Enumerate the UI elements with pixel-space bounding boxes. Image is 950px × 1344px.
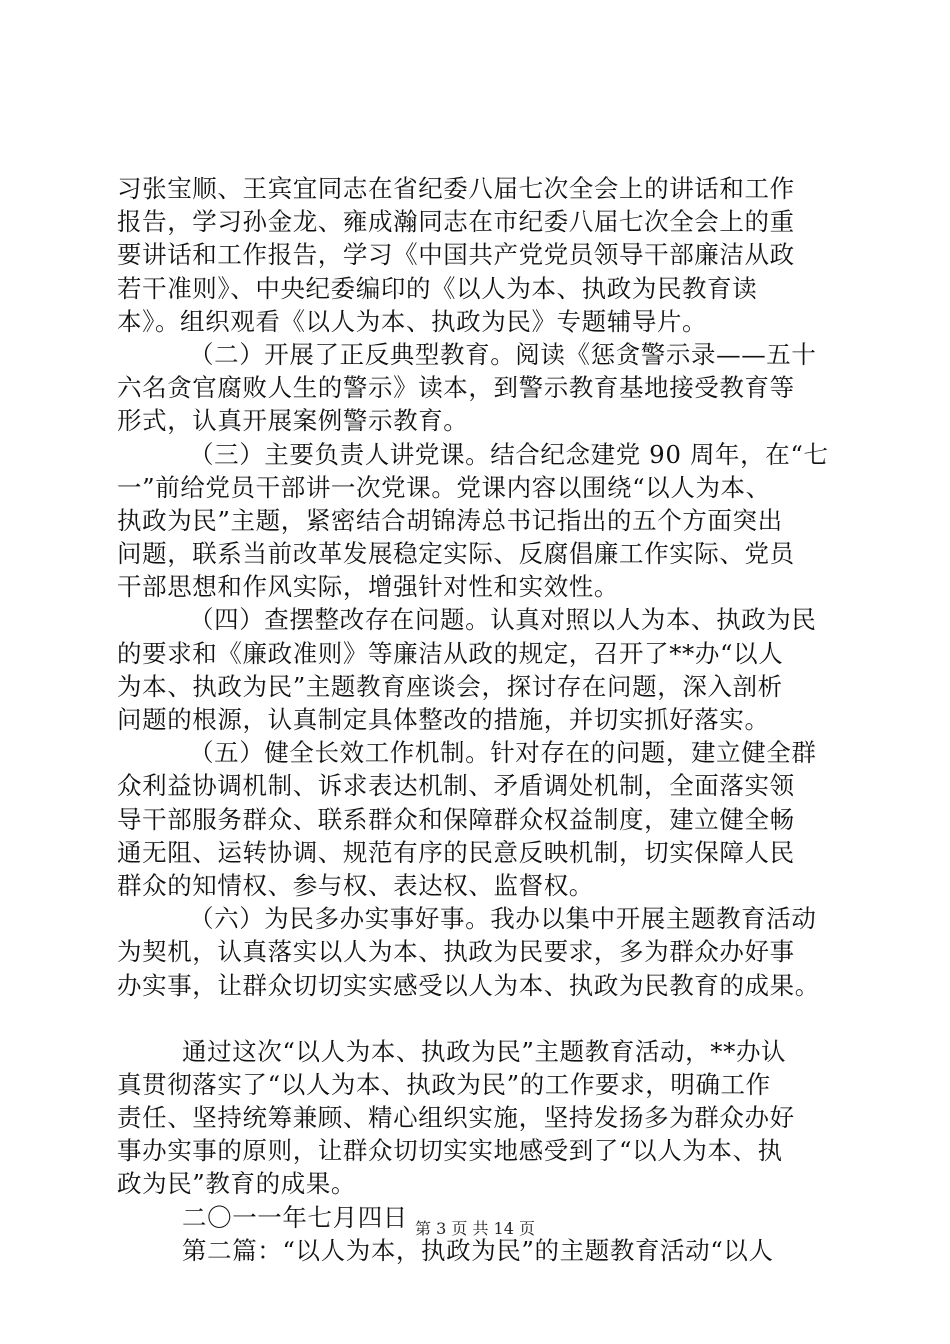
text-line: 责任、坚持统筹兼顾、精心组织实施，坚持发扬多为群众办好 — [117, 1103, 795, 1133]
text-line: 要讲话和工作报告，学习《中国共产党党员领导干部廉洁从政 — [117, 240, 795, 270]
text-line: 导干部服务群众、联系群众和保障群众权益制度，建立健全畅 — [117, 804, 795, 834]
text-line: 习张宝顺、王宾宜同志在省纪委八届七次全会上的讲话和工作 — [117, 174, 795, 203]
text-line: 本》。组织观看《以人为本、执政为民》专题辅导片。 — [117, 306, 708, 336]
text-line: 通无阻、运转协调、规范有序的民意反映机制，切实保障人民 — [117, 837, 795, 867]
text-line: （六）为民多办实事好事。我办以集中开展主题教育活动 — [189, 904, 817, 934]
document-body — [117, 172, 837, 1267]
text-line: 第二篇：“以人为本，执政为民”的主题教育活动“以人 — [182, 1235, 774, 1265]
text-line: 事办实事的原则，让群众切切实实地感受到了“以人为本、执 — [117, 1136, 783, 1166]
text-line: 问题，联系当前改革发展稳定实际、反腐倡廉工作实际、党员 — [117, 539, 795, 569]
text-line: 为本、执政为民”主题教育座谈会，探讨存在问题，深入剖析 — [117, 671, 783, 701]
date-line: 二〇一一年七月四日 — [182, 1202, 408, 1232]
paragraph-section-2 — [117, 338, 837, 438]
text-line: 真贯彻落实了“以人为本、执政为民”的工作要求，明确工作 — [117, 1069, 771, 1099]
paragraph-conclusion — [117, 1035, 837, 1201]
paragraph-section-3 — [117, 438, 837, 604]
text-line: 报告，学习孙金龙、雍成瀚同志在市纪委八届七次全会上的重 — [117, 207, 795, 237]
text-line: 若干准则》、中央纪委编印的《以人为本、执政为民教育读 — [117, 273, 758, 303]
paragraph-section-4 — [117, 603, 837, 736]
text-line: 形式，认真开展案例警示教育。 — [117, 406, 469, 436]
text-line: 为契机，认真落实以人为本、执政为民要求，多为群众办好事 — [117, 937, 795, 967]
text-line: （二）开展了正反典型教育。阅读《惩贪警示录——五十 — [189, 339, 817, 369]
text-line: 的要求和《廉政准则》等廉洁从政的规定，召开了**办“以人 — [117, 638, 784, 668]
paragraph-section-5 — [117, 736, 837, 902]
page-footer: 第 3 页 共 14 页 — [415, 1219, 535, 1238]
text-line: 一”前给党员干部讲一次党课。党课内容以围绕“以人为本、 — [117, 472, 771, 502]
text-line: 问题的根源，认真制定具体整改的措施，并切实抓好落实。 — [117, 705, 770, 734]
text-line: 六名贪官腐败人生的警示》读本，到警示教育基地接受教育等 — [117, 373, 795, 403]
paragraph-study — [117, 172, 837, 338]
text-line: 群众的知情权、参与权、表达权、监督权。 — [117, 870, 594, 900]
text-line: （四）查摆整改存在问题。认真对照以人为本、执政为民 — [189, 605, 817, 635]
paragraph-gap — [117, 1002, 837, 1035]
text-line: 众利益协调机制、诉求表达机制、矛盾调处机制，全面落实领 — [117, 771, 795, 801]
text-line: 政为民”教育的成果。 — [117, 1169, 357, 1199]
text-line: 通过这次“以人为本、执政为民”主题教育活动，**办认 — [182, 1036, 787, 1066]
text-line: 执政为民”主题，紧密结合胡锦涛总书记指出的五个方面突出 — [117, 505, 783, 535]
text-line: 办实事，让群众切切实实感受以人为本、执政为民教育的成果。 — [117, 970, 820, 1000]
text-line: （五）健全长效工作机制。针对存在的问题，建立健全群 — [189, 738, 817, 768]
text-line: （三）主要负责人讲党课。结合纪念建党 90 周年，在“七 — [189, 439, 829, 469]
paragraph-section-6 — [117, 902, 837, 1002]
text-line: 干部思想和作风实际，增强针对性和实效性。 — [117, 572, 619, 602]
